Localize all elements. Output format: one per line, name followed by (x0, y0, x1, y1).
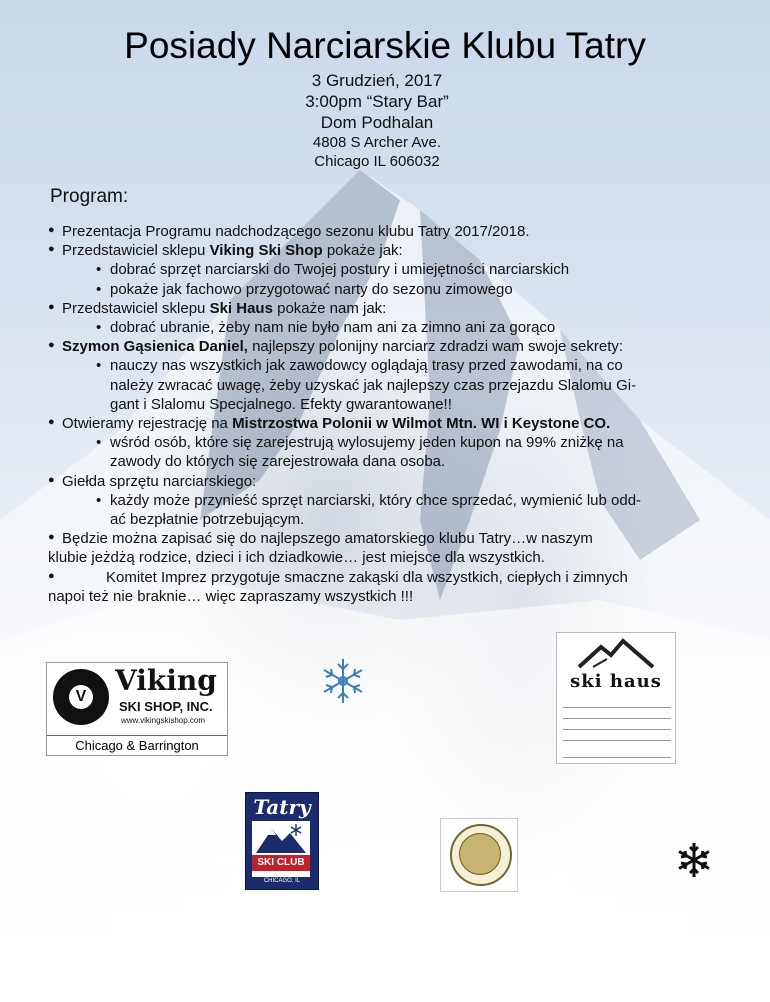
event-venue: Dom Podhalan (320, 113, 434, 132)
list-item: należy zwracać uwagę, żeby uzyskać jak najlepszy czas przejazdu Slalomu Gi- (110, 376, 637, 394)
skihaus-contact-lines (563, 697, 671, 762)
list-item: ● Otwieramy rejestrację na Mistrzostwa Polonii w Wilmot Mtn. WI i Keystone CO. (48, 414, 748, 433)
list-item: ● Giełda sprzętu narciarskiego: (48, 472, 748, 491)
list-item: zawody do których się zarejestrowała dana osoba. (110, 453, 446, 471)
list-item: ● Prezentacja Programu nadchodzącego sezonu klubu Tatry 2017/2018. (48, 222, 748, 241)
program-list (48, 222, 748, 606)
list-item: • dobrać ubranie, żeby nam nie było nam ani za zimno ani za gorąco (48, 318, 748, 337)
mountain-icon (557, 633, 675, 673)
snowflake-icon (676, 840, 712, 880)
tatry-logo-city: CHICAGO, IL (263, 878, 301, 884)
viking-logo-tagline: Chicago & Barrington (47, 735, 227, 756)
list-item: napoi też nie braknie… więc zapraszamy wszystkich !!! (48, 587, 414, 605)
tatry-logo-name: Tatry (253, 795, 311, 819)
viking-emblem-icon: V (53, 669, 109, 725)
list-item: • każdy może przynieść sprzęt narciarski, który chce sprzedać, wymienić lub odd- (48, 491, 748, 510)
list-item: • pokaże jak fachowo przygotować narty do sezonu zimowego (48, 280, 748, 299)
list-item: ● Przedstawiciel sklepu Viking Ski Shop pokaże jak: (48, 241, 748, 260)
viking-logo (46, 662, 228, 756)
list-item: ● Komitet Imprez przygotuje smaczne zakąski dla wszystkich, ciepłych i zimnych (48, 568, 748, 587)
page-title: Posiady Narciarskie Klubu Tatry (124, 25, 646, 66)
snowflake-icon (320, 656, 366, 706)
list-item: • nauczy nas wszystkich jak zawodowcy oglądają trasy przed zawodami, na co (48, 356, 748, 375)
list-item: klubie jeżdżą rodzice, dzieci i ich dziadkowie… jest miejsce dla wszystkich. (48, 549, 545, 567)
skihaus-logo-name: ski haus (570, 671, 662, 692)
list-item: • dobrać sprzęt narciarski do Twojej postury i umiejętności narciarskich (48, 260, 748, 279)
viking-logo-url: www.vikingskishop.com (121, 716, 206, 725)
viking-logo-name: Viking (115, 664, 217, 697)
list-item: ● Będzie można zapisać się do najlepszego amatorskiego klubu Tatry…w naszym (48, 529, 748, 548)
list-item: ● Szymon Gąsienica Daniel, najlepszy polonijny narciarz zdradzi wam swoje sekrety: (48, 337, 748, 356)
event-date: 3 Grudzień, 2017 (311, 71, 443, 90)
list-item: • wśród osób, które się zarejestrują wylosujemy jeden kupon na 99% zniżkę na (48, 433, 748, 452)
event-city: Chicago IL 606032 (314, 153, 440, 170)
list-item: gant i Slalomu Specjalnego. Efekty gwarantowane!! (110, 395, 452, 413)
event-time-place: 3:00pm “Stary Bar” (305, 92, 449, 111)
podhalan-seal-logo (440, 818, 518, 892)
viking-logo-shop: SKI SHOP, INC. (119, 699, 213, 714)
event-street: 4808 S Archer Ave. (312, 134, 442, 151)
program-heading: Program: (50, 186, 129, 207)
list-item: ać bezpłatnie potrzebującym. (110, 511, 305, 529)
mountain-icon (252, 821, 310, 855)
list-item: ● Przedstawiciel sklepu Ski Haus pokaże nam jak: (48, 299, 748, 318)
tatry-ski-club-logo (245, 792, 319, 890)
skihaus-logo (556, 632, 676, 764)
bear-emblem-icon (459, 833, 501, 875)
tatry-logo-club: SKI CLUB (252, 855, 310, 871)
